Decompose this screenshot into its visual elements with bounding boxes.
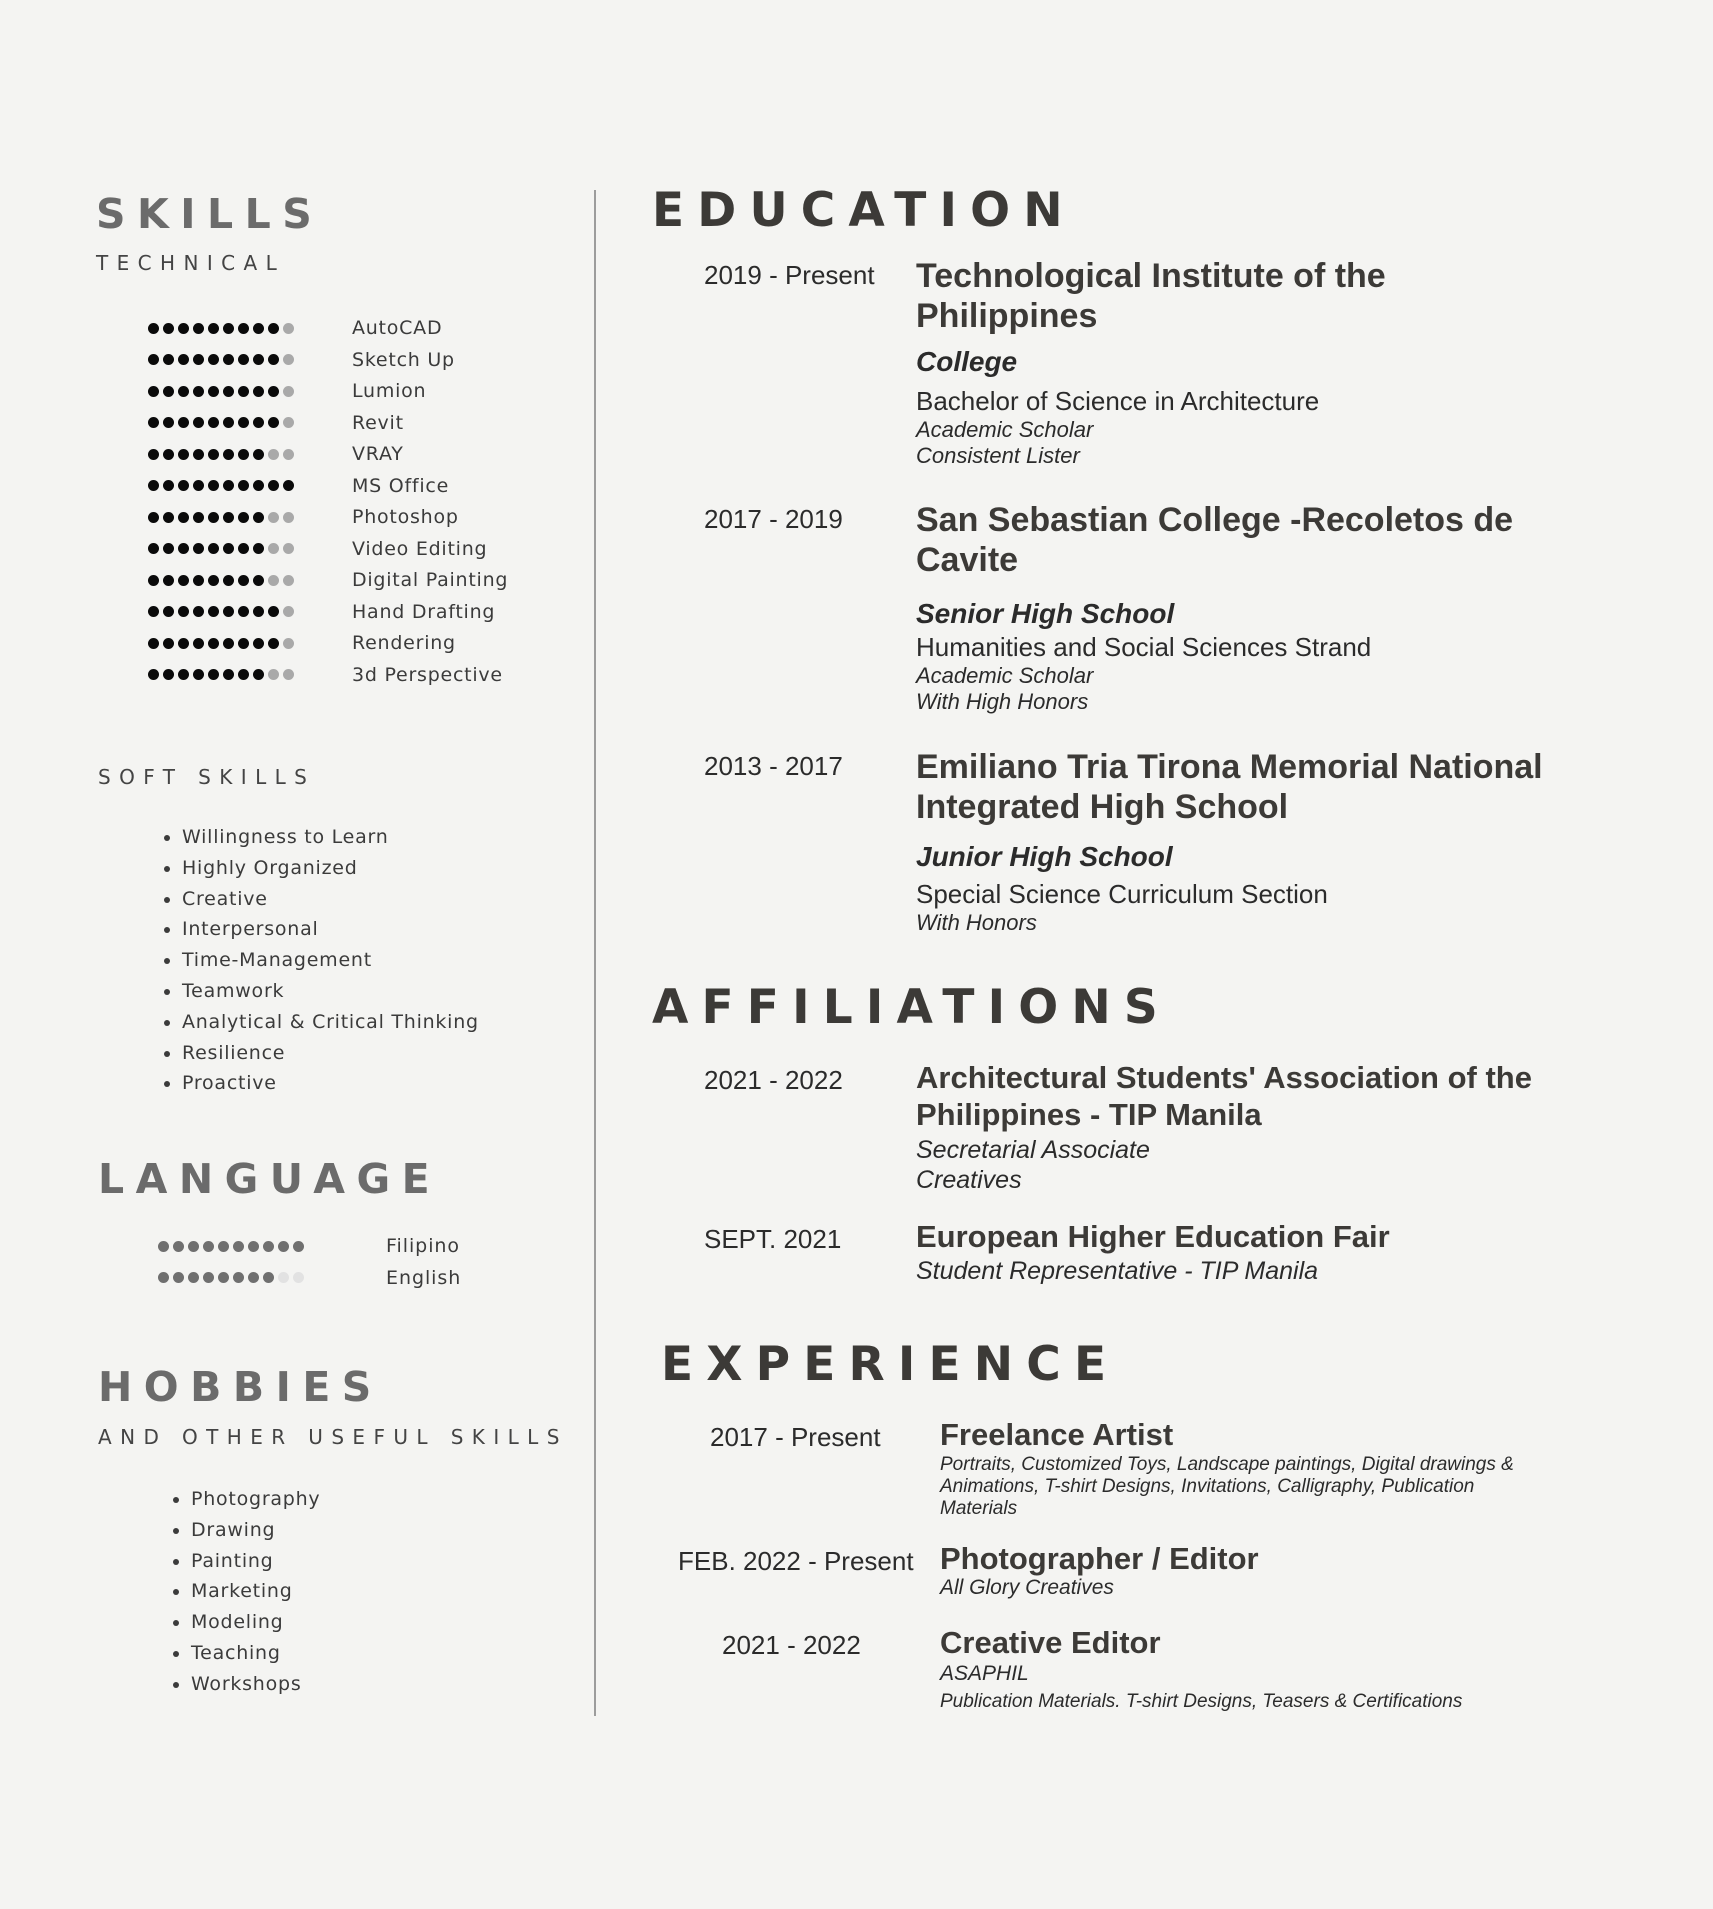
rating-dot-filled <box>223 638 234 649</box>
rating-dot-filled <box>253 575 264 586</box>
rating-dot-filled <box>268 323 279 334</box>
rating-dot-filled <box>178 417 189 428</box>
rating-dot-filled <box>148 354 159 365</box>
rating-dot-empty <box>268 543 279 554</box>
skill-row <box>148 408 404 438</box>
experience-entry <box>940 1625 1560 1713</box>
language-name: Filipino <box>386 1235 460 1257</box>
skill-name: Hand Drafting <box>352 600 496 623</box>
list-item: • Modeling <box>191 1607 320 1638</box>
skill-name: Rendering <box>352 632 456 654</box>
rating-dot-filled <box>173 1241 184 1252</box>
skill-name: Lumion <box>352 380 427 402</box>
rating-dot-filled <box>193 417 204 428</box>
rating-dot-filled <box>178 386 189 397</box>
language-row <box>158 1263 462 1293</box>
rating-dot-filled <box>268 638 279 649</box>
skill-name: Photoshop <box>352 506 459 528</box>
education-program: Humanities and Social Sciences Strand <box>916 632 1372 662</box>
rating-dot-filled <box>208 323 219 334</box>
rating-dot-filled <box>238 512 249 523</box>
education-note: Consistent Lister <box>916 443 1080 468</box>
rating-dot-filled <box>233 1272 244 1283</box>
education-note: With High Honors <box>916 689 1089 714</box>
rating-dot-filled <box>238 575 249 586</box>
affiliation-years: 2021 - 2022 <box>704 1065 843 1095</box>
experience-heading: EXPERIENCE <box>661 1337 1120 1392</box>
rating-dot-filled <box>148 543 159 554</box>
rating-dot-filled <box>148 417 159 428</box>
language-heading: LANGUAGE <box>98 1155 442 1203</box>
skill-row <box>148 471 450 501</box>
rating-dot-filled <box>208 638 219 649</box>
rating-dots <box>148 449 320 460</box>
rating-dot-filled <box>223 543 234 554</box>
rating-dot-filled <box>148 638 159 649</box>
rating-dot-filled <box>208 449 219 460</box>
rating-dot-filled <box>208 354 219 365</box>
rating-dot-filled <box>148 669 159 680</box>
experience-entry <box>940 1417 1550 1520</box>
institution-name: Technological Institute of the Philippines <box>916 257 1386 335</box>
rating-dot-empty <box>293 1272 304 1283</box>
skill-name: 3d Perspective <box>352 663 503 686</box>
rating-dot-filled <box>163 386 174 397</box>
rating-dot-filled <box>178 638 189 649</box>
skill-name: Digital Painting <box>352 569 509 591</box>
rating-dot-filled <box>193 669 204 680</box>
rating-dot-filled <box>253 323 264 334</box>
job-title: Creative Editor <box>940 1625 1161 1660</box>
rating-dot-filled <box>163 669 174 680</box>
rating-dot-empty <box>283 669 294 680</box>
rating-dot-filled <box>203 1241 214 1252</box>
skill-row <box>148 565 509 595</box>
rating-dot-filled <box>223 480 234 491</box>
skill-row <box>148 313 443 343</box>
job-description: ASAPHIL <box>940 1662 1029 1685</box>
rating-dot-empty <box>283 512 294 523</box>
rating-dot-filled <box>263 1241 274 1252</box>
rating-dot-empty <box>268 449 279 460</box>
rating-dot-empty <box>268 575 279 586</box>
rating-dot-filled <box>193 449 204 460</box>
rating-dot-filled <box>238 480 249 491</box>
skill-name: VRAY <box>352 443 404 465</box>
experience-years: 2017 - Present <box>710 1422 881 1452</box>
rating-dot-filled <box>283 480 294 491</box>
affiliation-entry <box>916 1059 1616 1195</box>
rating-dot-filled <box>148 575 159 586</box>
education-entry <box>916 747 1596 936</box>
list-item: • Resilience <box>182 1038 479 1069</box>
rating-dot-filled <box>188 1272 199 1283</box>
rating-dots <box>148 638 320 649</box>
rating-dot-filled <box>253 606 264 617</box>
rating-dot-filled <box>158 1272 169 1283</box>
skill-row <box>148 345 455 375</box>
education-heading: EDUCATION <box>652 183 1076 238</box>
rating-dot-filled <box>278 1241 289 1252</box>
rating-dot-filled <box>268 386 279 397</box>
affiliation-role: Secretarial Associate <box>916 1136 1150 1164</box>
rating-dot-filled <box>208 575 219 586</box>
rating-dot-filled <box>223 323 234 334</box>
rating-dots <box>148 512 320 523</box>
rating-dot-filled <box>178 669 189 680</box>
rating-dots <box>148 386 320 397</box>
rating-dot-filled <box>178 512 189 523</box>
list-item: • Drawing <box>191 1515 320 1546</box>
list-item: • Workshops <box>191 1669 320 1700</box>
rating-dot-filled <box>203 1272 214 1283</box>
skill-name: AutoCAD <box>352 317 443 339</box>
rating-dot-empty <box>283 323 294 334</box>
rating-dot-filled <box>253 480 264 491</box>
skill-name: Revit <box>352 411 404 434</box>
list-item: • Teaching <box>191 1638 320 1669</box>
list-item: • Highly Organized <box>182 853 479 884</box>
skill-row <box>148 439 404 469</box>
rating-dot-filled <box>238 417 249 428</box>
rating-dot-empty <box>283 417 294 428</box>
affiliation-entry <box>916 1218 1616 1286</box>
rating-dot-filled <box>223 512 234 523</box>
rating-dots <box>148 575 320 586</box>
institution-name: Emiliano Tria Tirona Memorial National Integrated High School <box>916 748 1543 826</box>
rating-dot-filled <box>248 1241 259 1252</box>
list-item: • Willingness to Learn <box>182 822 479 853</box>
rating-dots <box>148 323 320 334</box>
organization-name: European Higher Education Fair <box>916 1219 1390 1254</box>
skill-name: Sketch Up <box>352 348 455 371</box>
job-title: Photographer / Editor <box>940 1541 1259 1576</box>
rating-dots <box>148 543 320 554</box>
rating-dots <box>158 1272 330 1283</box>
skill-name: Video Editing <box>352 537 488 560</box>
language-name: English <box>386 1266 462 1289</box>
rating-dot-filled <box>188 1241 199 1252</box>
rating-dot-filled <box>193 512 204 523</box>
rating-dot-filled <box>268 480 279 491</box>
rating-dot-filled <box>193 480 204 491</box>
rating-dot-filled <box>163 449 174 460</box>
skill-row <box>148 376 427 406</box>
rating-dot-empty <box>283 354 294 365</box>
rating-dot-filled <box>178 323 189 334</box>
list-item: • Proactive <box>182 1068 479 1099</box>
rating-dot-filled <box>223 386 234 397</box>
list-item: • Time-Management <box>182 945 479 976</box>
rating-dot-filled <box>293 1241 304 1252</box>
list-item: • Interpersonal <box>182 914 479 945</box>
rating-dot-filled <box>163 575 174 586</box>
rating-dot-filled <box>253 543 264 554</box>
rating-dot-filled <box>178 575 189 586</box>
rating-dot-filled <box>253 354 264 365</box>
rating-dot-empty <box>268 512 279 523</box>
rating-dot-filled <box>163 480 174 491</box>
rating-dot-filled <box>223 575 234 586</box>
experience-years: FEB. 2022 - Present <box>678 1546 914 1576</box>
rating-dot-filled <box>148 386 159 397</box>
language-row <box>158 1231 460 1261</box>
job-description: Publication Materials. T-shirt Designs, Teasers & Certifications <box>940 1691 1463 1712</box>
rating-dot-filled <box>208 417 219 428</box>
list-item: • Painting <box>191 1546 320 1577</box>
hobbies-list <box>165 1484 320 1700</box>
rating-dot-filled <box>268 417 279 428</box>
hobbies-heading: HOBBIES <box>98 1363 383 1411</box>
rating-dot-filled <box>253 386 264 397</box>
rating-dots <box>148 417 320 428</box>
rating-dot-filled <box>208 606 219 617</box>
rating-dot-filled <box>223 606 234 617</box>
skill-row <box>148 597 496 627</box>
rating-dot-filled <box>163 417 174 428</box>
education-note: Academic Scholar <box>916 663 1094 688</box>
rating-dot-filled <box>178 449 189 460</box>
rating-dot-filled <box>223 669 234 680</box>
education-years: 2019 - Present <box>704 260 875 290</box>
rating-dot-empty <box>283 543 294 554</box>
rating-dot-filled <box>163 354 174 365</box>
rating-dot-filled <box>253 669 264 680</box>
rating-dot-filled <box>178 480 189 491</box>
rating-dot-filled <box>253 449 264 460</box>
rating-dot-empty <box>283 386 294 397</box>
rating-dot-filled <box>218 1241 229 1252</box>
education-program: Special Science Curriculum Section <box>916 879 1328 909</box>
rating-dot-empty <box>283 575 294 586</box>
education-years: 2013 - 2017 <box>704 751 843 781</box>
job-description: Portraits, Customized Toys, Landscape paintings, Digital drawings & Animations, T-shirt Designs, Invitations, Calligraphy, Publication Materials <box>940 1454 1514 1519</box>
technical-subheading: TECHNICAL <box>96 251 286 275</box>
education-program: Bachelor of Science in Architecture <box>916 386 1320 416</box>
rating-dot-filled <box>238 669 249 680</box>
rating-dot-empty <box>283 638 294 649</box>
rating-dot-filled <box>223 417 234 428</box>
rating-dot-filled <box>208 480 219 491</box>
rating-dot-filled <box>163 512 174 523</box>
list-item: • Photography <box>191 1484 320 1515</box>
rating-dot-empty <box>283 449 294 460</box>
rating-dot-filled <box>178 606 189 617</box>
job-description: All Glory Creatives <box>940 1576 1114 1599</box>
rating-dot-filled <box>238 638 249 649</box>
affiliation-years: SEPT. 2021 <box>704 1224 842 1254</box>
rating-dot-empty <box>268 669 279 680</box>
rating-dot-filled <box>238 606 249 617</box>
rating-dot-filled <box>223 354 234 365</box>
rating-dot-filled <box>148 480 159 491</box>
rating-dot-filled <box>208 512 219 523</box>
rating-dot-filled <box>178 354 189 365</box>
rating-dot-filled <box>238 543 249 554</box>
rating-dot-filled <box>253 638 264 649</box>
education-level: College <box>916 346 1018 377</box>
rating-dot-filled <box>148 512 159 523</box>
hobbies-subheading: AND OTHER USEFUL SKILLS <box>98 1425 568 1449</box>
rating-dot-filled <box>223 449 234 460</box>
education-entry <box>916 256 1476 469</box>
rating-dot-filled <box>263 1272 274 1283</box>
rating-dot-filled <box>208 386 219 397</box>
rating-dot-filled <box>208 543 219 554</box>
education-level: Senior High School <box>916 598 1175 629</box>
rating-dot-filled <box>193 323 204 334</box>
rating-dot-filled <box>193 354 204 365</box>
rating-dot-filled <box>193 386 204 397</box>
rating-dot-filled <box>253 417 264 428</box>
rating-dot-filled <box>248 1272 259 1283</box>
soft-skills-list <box>156 822 479 1099</box>
rating-dot-filled <box>163 323 174 334</box>
skill-row <box>148 534 488 564</box>
skill-row <box>148 660 503 690</box>
rating-dot-filled <box>148 606 159 617</box>
rating-dot-filled <box>193 606 204 617</box>
education-entry <box>916 500 1556 715</box>
rating-dot-filled <box>218 1272 229 1283</box>
rating-dot-filled <box>233 1241 244 1252</box>
affiliations-heading: AFFILIATIONS <box>652 980 1171 1035</box>
list-item: • Analytical & Critical Thinking <box>182 1007 479 1038</box>
education-level: Junior High School <box>916 841 1173 872</box>
rating-dot-filled <box>158 1241 169 1252</box>
rating-dots <box>158 1241 330 1252</box>
rating-dot-filled <box>148 323 159 334</box>
list-item: • Teamwork <box>182 976 479 1007</box>
rating-dots <box>148 606 320 617</box>
rating-dot-filled <box>163 638 174 649</box>
rating-dot-empty <box>278 1272 289 1283</box>
education-note: Academic Scholar <box>916 417 1094 442</box>
rating-dot-filled <box>268 606 279 617</box>
experience-entry <box>940 1541 1550 1599</box>
affiliation-role: Student Representative - TIP Manila <box>916 1257 1319 1285</box>
affiliation-role: Creatives <box>916 1166 1022 1194</box>
soft-skills-subheading: SOFT SKILLS <box>98 765 316 789</box>
rating-dot-filled <box>238 323 249 334</box>
rating-dot-filled <box>268 354 279 365</box>
rating-dot-filled <box>193 575 204 586</box>
column-divider <box>594 190 596 1716</box>
skills-heading: SKILLS <box>96 190 324 238</box>
rating-dot-filled <box>193 543 204 554</box>
rating-dot-empty <box>283 606 294 617</box>
rating-dots <box>148 669 320 680</box>
list-item: • Creative <box>182 884 479 915</box>
list-item: • Marketing <box>191 1576 320 1607</box>
rating-dot-filled <box>208 669 219 680</box>
rating-dots <box>148 480 320 491</box>
rating-dot-filled <box>238 449 249 460</box>
rating-dot-filled <box>238 386 249 397</box>
rating-dot-filled <box>253 512 264 523</box>
skill-row <box>148 502 459 532</box>
rating-dot-filled <box>173 1272 184 1283</box>
organization-name: Architectural Students' Association of the Philippines - TIP Manila <box>916 1060 1532 1132</box>
education-note: With Honors <box>916 910 1037 935</box>
rating-dots <box>148 354 320 365</box>
education-years: 2017 - 2019 <box>704 504 843 534</box>
rating-dot-filled <box>148 449 159 460</box>
rating-dot-filled <box>178 543 189 554</box>
skill-row <box>148 628 456 658</box>
experience-years: 2021 - 2022 <box>722 1630 861 1660</box>
rating-dot-filled <box>193 638 204 649</box>
rating-dot-filled <box>238 354 249 365</box>
job-title: Freelance Artist <box>940 1417 1174 1452</box>
institution-name: San Sebastian College -Recoletos de Cavite <box>916 501 1514 579</box>
rating-dot-filled <box>163 543 174 554</box>
skill-name: MS Office <box>352 474 450 497</box>
rating-dot-filled <box>163 606 174 617</box>
